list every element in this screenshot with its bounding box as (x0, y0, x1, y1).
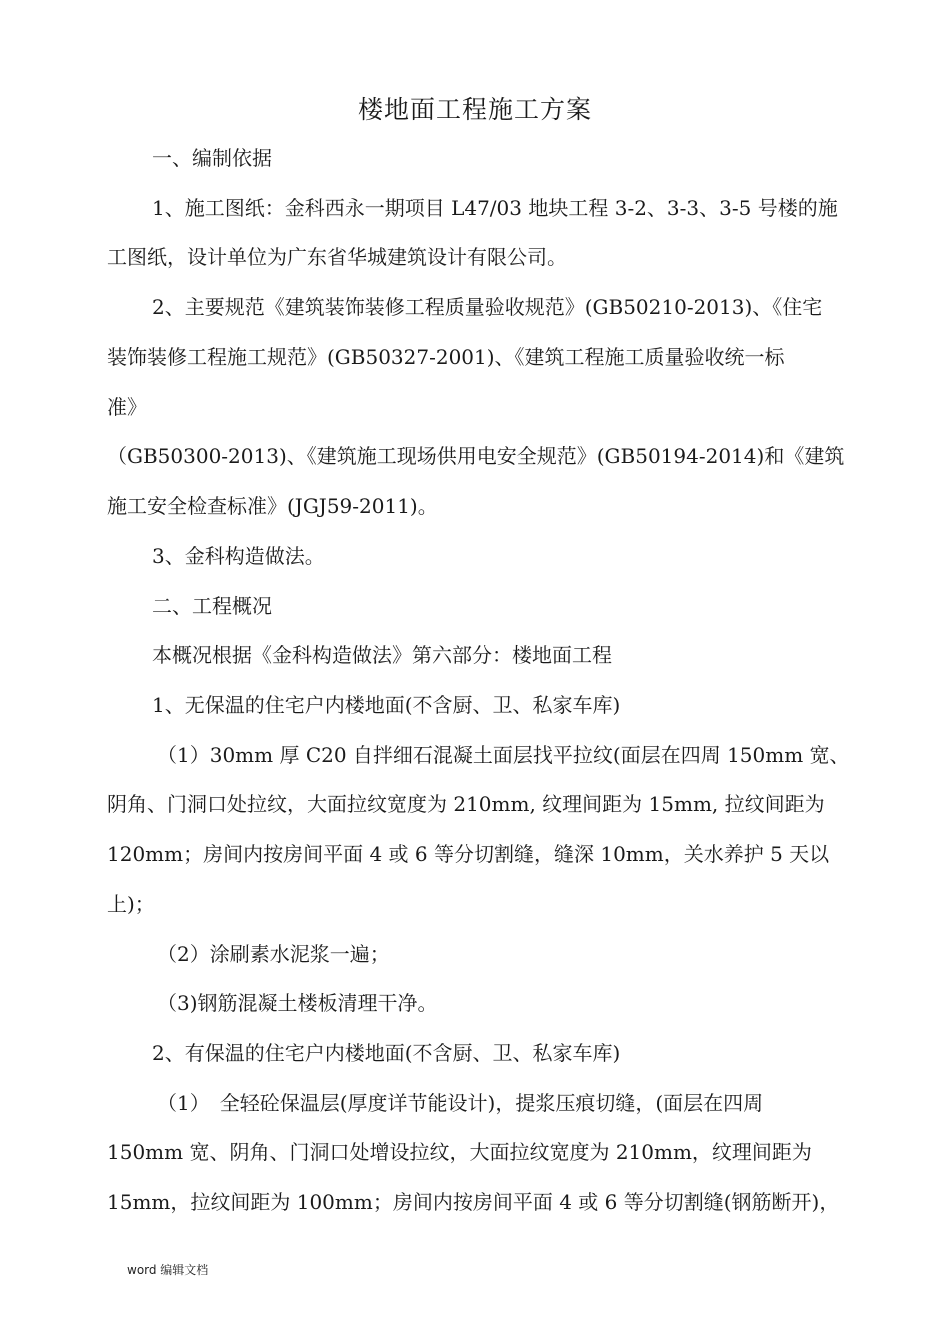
paragraph-line: （1）30mm 厚 C20 自拌细石混凝土面层找平拉纹(面层在四周 150mm 宽、 (157, 743, 850, 767)
paragraph-line: 1、施工图纸：金科西永一期项目 L47/03 地块工程 3-2、3-3、3-5 号楼的施 (152, 196, 838, 220)
paragraph-line: 15mm，拉纹间距为 100mm；房间内按房间平面 4 或 6 等分切割缝(钢筋断开)， (107, 1190, 840, 1214)
paragraph-line: 150mm 宽、阴角、门洞口处增设拉纹，大面拉纹宽度为 210mm，纹理间距为 (107, 1140, 812, 1164)
paragraph-line: 本概况根据《金科构造做法》第六部分：楼地面工程 (152, 643, 612, 667)
paragraph-line: （3)钢筋混凝土楼板清理干净。 (157, 991, 438, 1015)
heading-basis: 一、编制依据 (152, 146, 272, 170)
paragraph-line: （2）涂刷素水泥浆一遍； (157, 942, 390, 966)
paragraph-line: 工图纸，设计单位为广东省华城建筑设计有限公司。 (107, 245, 567, 269)
paragraph-line: 2、主要规范《建筑装饰装修工程质量验收规范》(GB50210-2013)、《住宅 (152, 295, 823, 319)
paragraph-line: 阴角、门洞口处拉纹，大面拉纹宽度为 210mm, 纹理间距为 15mm, 拉纹间距为 (107, 792, 825, 816)
paragraph-line: 准》 (107, 395, 147, 419)
document-title: 楼地面工程施工方案 (357, 95, 592, 124)
paragraph-line: 2、有保温的住宅户内楼地面(不含厨、卫、私家车库) (152, 1041, 621, 1065)
paragraph-line: （1） 全轻砼保温层(厚度详节能设计)，提浆压痕切缝，(面层在四周 (157, 1091, 764, 1115)
paragraph-line: 上)； (107, 892, 155, 916)
paragraph-line: 施工安全检查标准》(JGJ59-2011)。 (107, 494, 438, 518)
paragraph-line: 1、无保温的住宅户内楼地面(不含厨、卫、私家车库) (152, 693, 621, 717)
paragraph-line: 3、金科构造做法。 (152, 544, 325, 568)
paragraph-line: 120mm；房间内按房间平面 4 或 6 等分切割缝，缝深 10mm，关水养护 5 天以 (107, 842, 830, 866)
paragraph-line: 装饰装修工程施工规范》(GB50327-2001)、《建筑工程施工质量验收统一标 (107, 345, 785, 369)
footer-note: word 编辑文档 (127, 1263, 209, 1277)
heading-overview: 二、工程概况 (152, 594, 272, 618)
paragraph-line: （GB50300-2013)、《建筑施工现场供用电安全规范》(GB50194-2014)和《建筑 (107, 444, 845, 468)
